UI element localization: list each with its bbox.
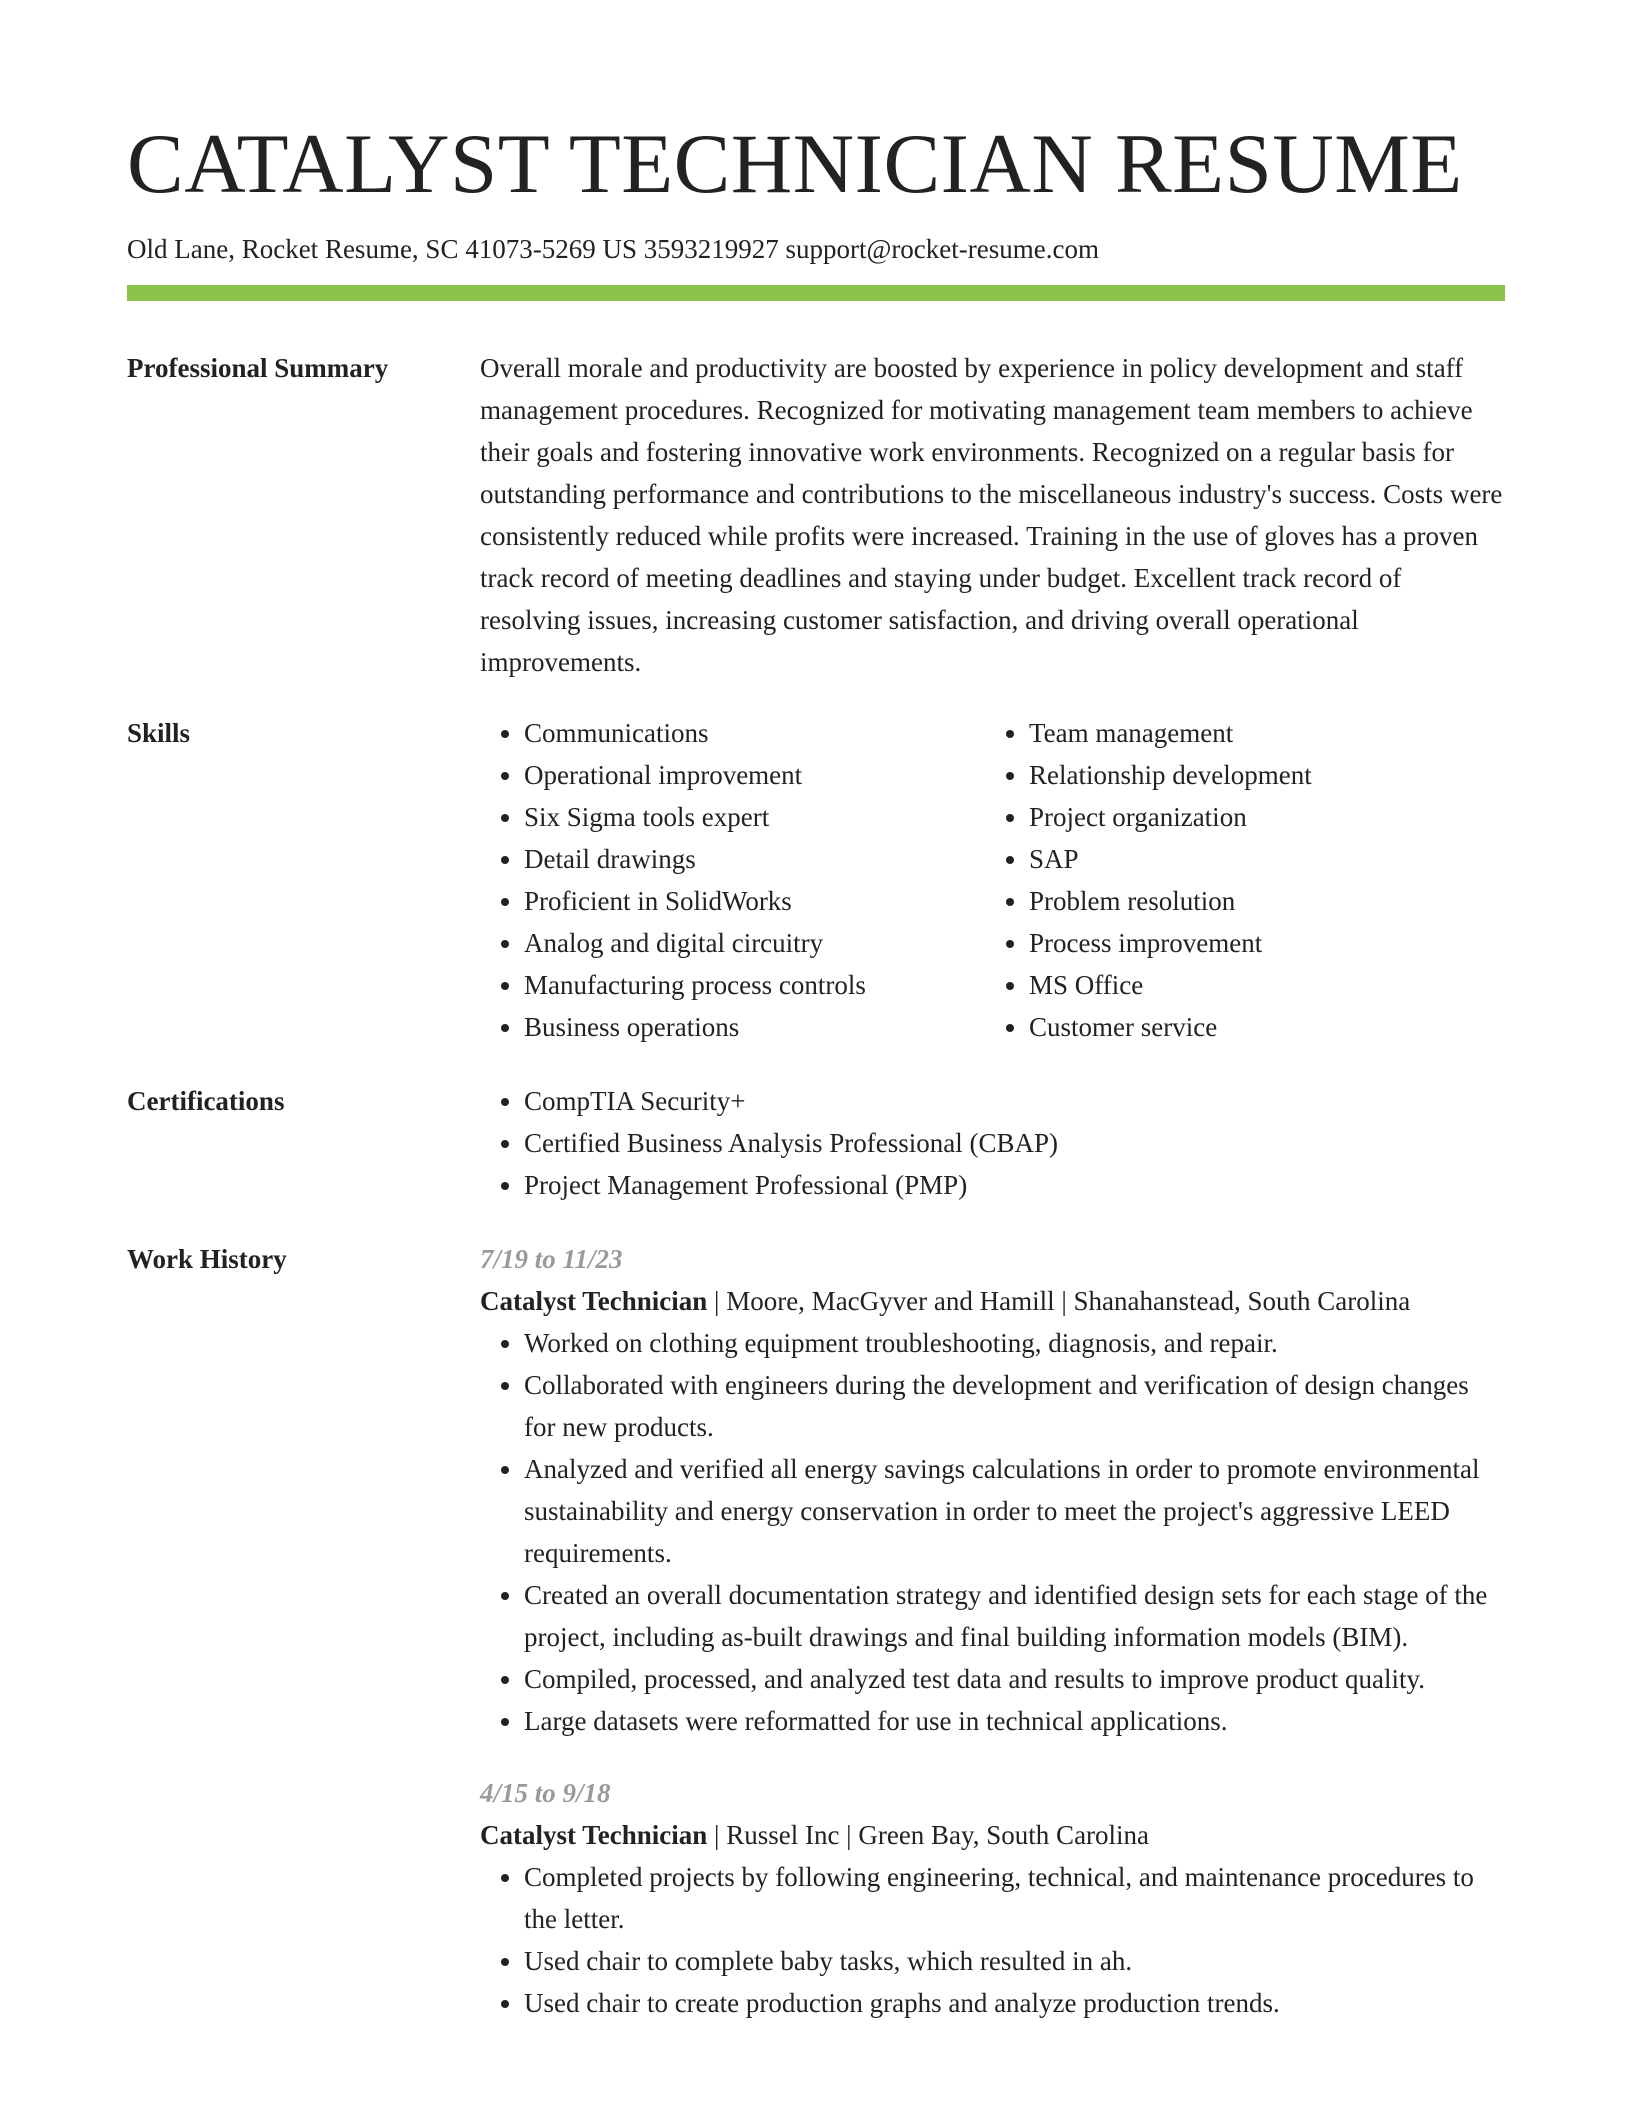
contact-line: Old Lane, Rocket Resume, SC 41073-5269 US 3593219927 support@rocket-resume.com [127, 234, 1099, 264]
skill-item: • Project organization [1029, 796, 1490, 838]
job-duty: • Created an overall documentation strategy and identified design sets for each stage of the project, including as-built drawings and final building information models (BIM). [524, 1574, 1505, 1658]
job-duty: • Used chair to complete baby tasks, which resulted in ah. [524, 1940, 1505, 1982]
skills-list-left [480, 712, 985, 1048]
job-title: Catalyst Technician [480, 1820, 708, 1850]
job-dates: 7/19 to 11/23 [480, 1244, 623, 1274]
skill-item: • Team management [1029, 712, 1490, 754]
skill-item: • Manufacturing process controls [524, 964, 985, 1006]
job-duty: • Collaborated with engineers during the development and verification of design changes for new products. [524, 1364, 1505, 1448]
job-duty: • Worked on clothing equipment troubleshooting, diagnosis, and repair. [524, 1322, 1505, 1364]
certification-item: • Certified Business Analysis Professional (CBAP) [524, 1122, 1505, 1164]
skill-item: • Communications [524, 712, 985, 754]
job-duty: • Large datasets were reformatted for use in technical applications. [524, 1700, 1505, 1742]
skill-item: • Six Sigma tools expert [524, 796, 985, 838]
summary-label: Professional Summary [127, 353, 389, 383]
job-heading [480, 1280, 1505, 1322]
job-employer-location: | Russel Inc | Green Bay, South Carolina [707, 1820, 1150, 1850]
job-heading [480, 1814, 1505, 1856]
certifications-body [480, 1080, 1505, 1206]
work-history-body [480, 1238, 1505, 2024]
certification-item: • Project Management Professional (PMP) [524, 1164, 1505, 1206]
job-title: Catalyst Technician [480, 1286, 708, 1316]
skill-item: • Analog and digital circuitry [524, 922, 985, 964]
accent-divider [127, 285, 1505, 301]
skill-item: • SAP [1029, 838, 1490, 880]
job-duties-list [480, 1322, 1505, 1742]
summary-body [480, 347, 1505, 683]
skill-item: • Customer service [1029, 1006, 1490, 1048]
certification-item: • CompTIA Security+ [524, 1080, 1505, 1122]
skill-item: • Business operations [524, 1006, 985, 1048]
job-entry [480, 1772, 1505, 2024]
skill-item: • Proficient in SolidWorks [524, 880, 985, 922]
job-duty: • Analyzed and verified all energy savings calculations in order to promote environmental sustainability and energy conservation in order to meet the project's aggressive LEED requirements. [524, 1448, 1505, 1574]
job-dates: 4/15 to 9/18 [480, 1778, 611, 1808]
skill-item: • Relationship development [1029, 754, 1490, 796]
summary-text: Overall morale and productivity are boosted by experience in policy development and staff management procedures. Recognized for motivating management team members to achieve their goals and fostering innovative work environments. Recognized on a regular basis for outstanding performance and contributions to the miscellaneous industry's success. Costs were consistently reduced while profits were increased. Training in the use of gloves has a proven track record of meeting deadlines and staying under budget. Excellent track record of resolving issues, increasing customer satisfaction, and driving overall operational improvements. [480, 353, 1503, 677]
skill-item: • Process improvement [1029, 922, 1490, 964]
skill-item: • Problem resolution [1029, 880, 1490, 922]
skills-column-right [985, 712, 1490, 1048]
certifications-list [480, 1080, 1505, 1206]
job-duty: • Compiled, processed, and analyzed test data and results to improve product quality. [524, 1658, 1505, 1700]
skill-item: • MS Office [1029, 964, 1490, 1006]
skill-item: • Operational improvement [524, 754, 985, 796]
job-duties-list [480, 1856, 1505, 2024]
job-entry [480, 1238, 1505, 1742]
skills-label: Skills [127, 718, 191, 748]
job-employer-location: | Moore, MacGyver and Hamill | Shanahanstead, South Carolina [707, 1286, 1411, 1316]
job-duty: • Used chair to create production graphs and analyze production trends. [524, 1982, 1505, 2024]
skills-list-right [985, 712, 1490, 1048]
skill-item: • Detail drawings [524, 838, 985, 880]
skills-body [480, 712, 1505, 1048]
skills-column-left [480, 712, 985, 1048]
job-duty: • Completed projects by following engineering, technical, and maintenance procedures to the letter. [524, 1856, 1505, 1940]
work-history-label: Work History [127, 1244, 287, 1274]
resume-title: CATALYST TECHNICIAN RESUME [127, 117, 1463, 211]
certifications-label: Certifications [127, 1086, 285, 1116]
